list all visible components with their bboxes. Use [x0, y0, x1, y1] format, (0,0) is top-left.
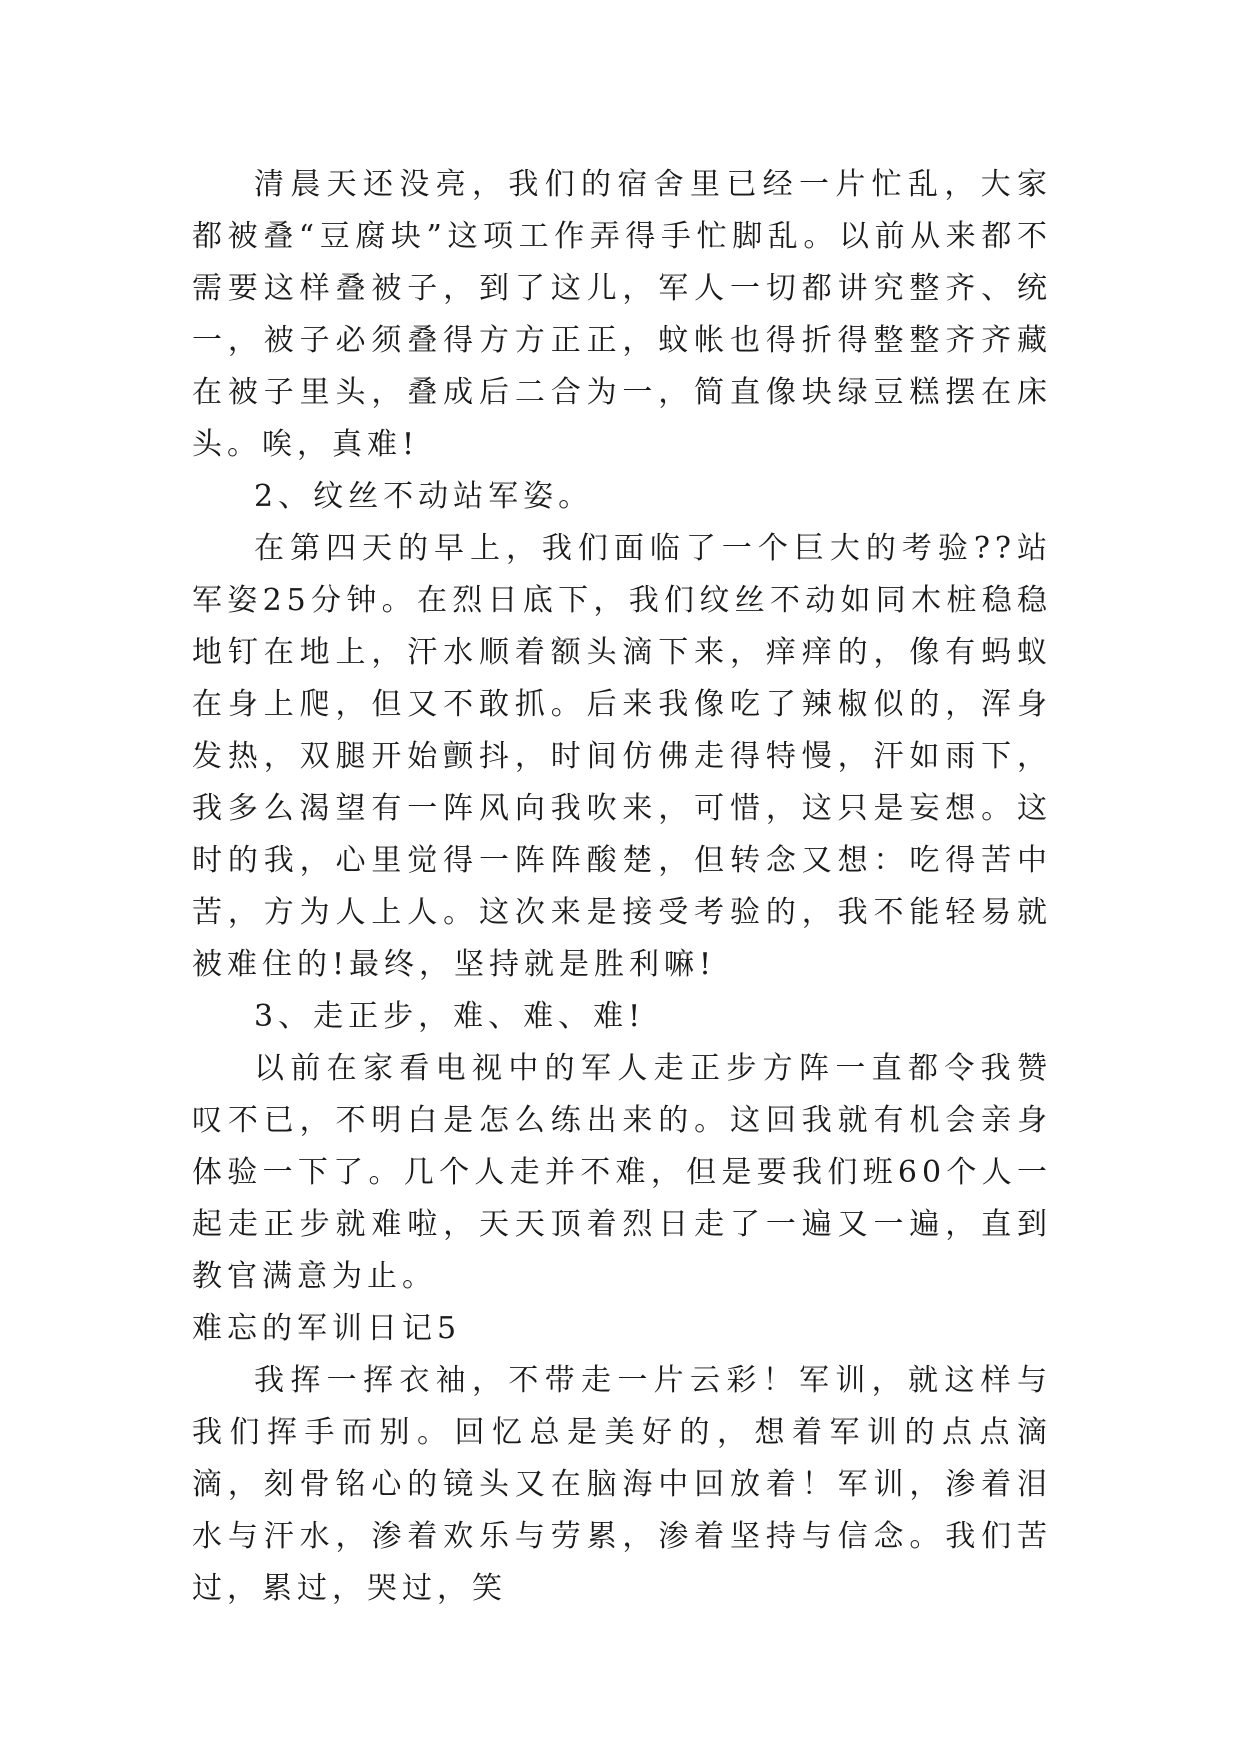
paragraph-farewell: 我挥一挥衣袖，不带走一片云彩！军训，就这样与我们挥手而别。回忆总是美好的，想着军训的点点滴滴，刻骨铭心的镜头又在脑海中回放着！军训，渗着泪水与汗水，渗着欢乐与劳累，渗着坚持与信念。我们苦过，累过，哭过，笑: [192, 1363, 1052, 1606]
paragraph-morning-quilt: 清晨天还没亮，我们的宿舍里已经一片忙乱，大家都被叠“豆腐块”这项工作弄得手忙脚乱。以前从来都不需要这样叠被子，到了这儿，军人一切都讲究整齐、统一，被子必须叠得方方正正，蚊帐也得折得整整齐齐藏在被子里头，叠成后二合为一，简直像块绿豆糕摆在床头。唉，真难!: [192, 167, 1052, 462]
section-heading-marching: 3、走正步，难、难、难!: [254, 999, 646, 1034]
paragraph-standing-posture: 在第四天的早上，我们面临了一个巨大的考验??站军姿25分钟。在烈日底下，我们纹丝不动如同木桩稳稳地钉在地上，汗水顺着额头滴下来，痒痒的，像有蚂蚁在身上爬，但又不敢抓。后来我像吃了辣椒似的，浑身发热，双腿开始颤抖，时间仿佛走得特慢，汗如雨下，我多么渴望有一阵风向我吹来，可惜，这只是妄想。这时的我，心里觉得一阵阵酸楚，但转念又想：吃得苦中苦，方为人上人。这次来是接受考验的，我不能轻易就被难住的!最终，坚持就是胜利嘛!: [192, 531, 1052, 982]
document-body: [192, 159, 1052, 1615]
section-heading-standing: 2、纹丝不动站军姿。: [254, 479, 594, 514]
diary-title: 难忘的军训日记5: [192, 1311, 462, 1346]
paragraph-marching: 以前在家看电视中的军人走正步方阵一直都令我赞叹不已，不明白是怎么练出来的。这回我就有机会亲身体验一下了。几个人走并不难，但是要我们班60个人一起走正步就难啦，天天顶着烈日走了一遍又一遍，直到教官满意为止。: [192, 1051, 1052, 1294]
